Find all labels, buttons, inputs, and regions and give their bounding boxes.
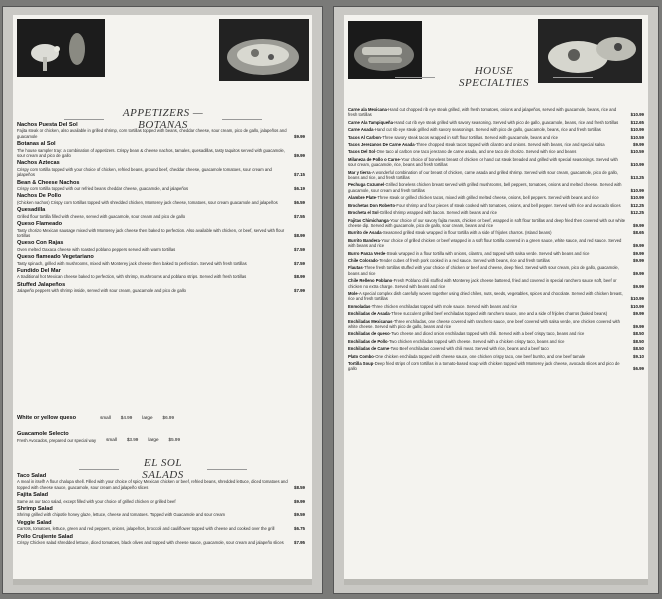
queso-large-price: $6.99 (162, 415, 175, 420)
page-border-bottom (344, 579, 648, 585)
item-name: Stuffed Jalapeños (17, 281, 66, 288)
item-desc-row (17, 479, 305, 490)
item-price: $9.10 (633, 353, 644, 359)
item-name: Fajita Salad (17, 492, 49, 499)
dash-separator: - (373, 127, 375, 133)
item-desc-row (17, 128, 305, 139)
item-name: Enchiladas de queso (348, 331, 390, 337)
item-text (348, 311, 629, 316)
item-price: $8.50 (633, 338, 644, 344)
menu-panel-right (344, 15, 648, 585)
nachos-photo-icon (219, 19, 309, 81)
dash-separator: - (377, 257, 380, 263)
item-description: Shrimp grilled with chipotle honey glaze, lettuce, cheese and tomatoes. Topped with Guacamole and sour cream (17, 512, 226, 518)
menu-item (17, 193, 305, 205)
item-description: Deep fried strips of corn tortillas in a tomato-based soup with chicken topped with Monterey jack cheese, avocado slices and pico de gallo (348, 361, 620, 372)
menu-item (348, 238, 644, 249)
item-price: $8.59 (294, 484, 305, 490)
menu-item (348, 210, 644, 215)
menu-item (17, 160, 305, 177)
queso-name: White or yellow queso (17, 415, 77, 421)
item-price: $8.65 (633, 230, 644, 236)
item-description: One chicken enchilada topped with cheese sauce, one chicken crispy taco, one beef burrito, and one beef tamale (375, 353, 586, 359)
menu-item (348, 170, 644, 181)
menu-item (348, 304, 644, 309)
menu-item (17, 534, 305, 546)
item-desc-row (17, 512, 305, 517)
item-description: Three savory steak tacos wrapped in soft flour tortillas. Served with guacamole, beans and rice (382, 134, 558, 140)
menu-page-left (2, 6, 323, 594)
item-name: Alambre Plate (348, 195, 376, 201)
guac-large-label: large (148, 437, 159, 443)
menu-item (17, 282, 305, 294)
item-price: $9.99 (633, 243, 644, 249)
item-price: $9.99 (294, 133, 305, 139)
item-text (348, 251, 629, 256)
menu-item (348, 135, 644, 140)
queso-options (17, 415, 305, 421)
item-price: $10.99 (630, 127, 644, 133)
menu-item (17, 520, 305, 532)
item-description: Two chicken enchiladas topped with cheese. Served with a chicken crispy taco, beans and rice (388, 338, 565, 344)
item-text (348, 265, 629, 276)
dash-separator: - (362, 265, 365, 271)
item-price: $9.99 (633, 142, 644, 148)
item-description: Crispy corn tortilla topped with our refried beans cheddar cheese, guacamole, and jalapeños (17, 186, 189, 192)
menu-panel-left (13, 15, 312, 585)
dash-separator: - (373, 353, 376, 359)
item-description: Two Beef enchiladas covered with chili meat. Served with rice, beans and a beef taco (390, 346, 549, 352)
queso-row (17, 415, 305, 421)
dash-separator: - (370, 303, 372, 309)
item-name: Nachos Aztecas (17, 160, 60, 167)
item-price: $9.99 (633, 222, 644, 228)
item-name: Enchiladas Mexicanas (348, 318, 393, 324)
item-description: Grilled flour tortilla filled with cheese, served with guacamole, sour cream and pico de gallo (17, 213, 186, 219)
item-name: Enchiladas de Pollo (348, 338, 388, 344)
item-desc-row (17, 247, 305, 252)
menu-item (17, 268, 305, 280)
item-description: Fajita steak or chicken, also available in grilled shrimp, corn tortillas topped with beans, cheddar cheese, sour cream, pico de gallo, jalapeños and guacamole (17, 128, 287, 139)
item-text (348, 135, 627, 140)
item-name: Enchiladas de Carne (348, 346, 390, 352)
item-description: Grilled boneless chicken breast served with grilled mushrooms, bell peppers, tomatoes, onions and melted cheese. Served with guacamole, sour cream and fresh tortillas (348, 182, 622, 193)
item-name: Shrimp Salad (17, 506, 53, 513)
dash-separator: - (386, 107, 389, 112)
item-desc-row (17, 499, 305, 504)
item-name: Nachos De Pollo (17, 193, 62, 200)
menu-item (348, 157, 644, 168)
menu-page-right (333, 6, 659, 594)
dash-separator: - (379, 237, 382, 243)
menu-item (348, 127, 644, 132)
item-description: Two cheese and diced onion enchiladas topped with chili. Served with a beef crispy taco, beans and rice (391, 331, 585, 337)
item-price: $9.99 (633, 257, 644, 263)
item-price: $12.25 (630, 210, 644, 216)
dash-separator: - (357, 290, 359, 296)
item-description: Crispy corn tortilla topped with your choice of chicken, refried beans, ground beef, cheddar cheese, guacamole tomatoes, sour cream and jalapeños (17, 166, 272, 178)
menu-item (17, 180, 305, 192)
plates-photo-icon (538, 19, 642, 83)
item-name: Queso Con Rajas (17, 240, 64, 247)
item-price: $10.99 (630, 162, 644, 168)
menu-item (348, 319, 644, 330)
menu-item (17, 221, 305, 238)
dash-separator: - (385, 250, 387, 256)
item-description: A traditional hot Mexican cheese baked to perfection, with shrimp, mushrooms and poblano strips. Served with fresh tortillas (17, 274, 247, 280)
item-text (348, 230, 629, 235)
item-description: Four shrimp and four pieces of steak cooked with tomatoes, onions, and bell pepper. Served with rice and avocado slices (396, 202, 621, 208)
item-description: A special complex dish carefully woven together using dried chiles, nuts, seeds, vegetables, spices and chocolate. Served with chicken breast, rice and fresh tortillas (348, 290, 623, 302)
item-name: Enchiladas de Asada (348, 311, 390, 317)
item-desc-row (17, 274, 305, 279)
item-price: $6.19 (294, 186, 305, 192)
item-name: Tortilla Soup (348, 361, 374, 367)
item-price: $9.99 (633, 324, 644, 329)
item-name: Fajitas Chimichanga (348, 217, 389, 223)
item-text (348, 170, 627, 181)
item-price: $10.99 (630, 296, 644, 302)
dash-separator: - (370, 169, 372, 175)
item-text (348, 218, 629, 229)
item-description: Your choice of our savory fajita meats, chicken or beef, wrapped in soft flour tortillas and deep fried then covered with our white cheese dip. Served with guacamole, pico de gallo, sour cream, beans and rice (348, 217, 626, 228)
item-price: $8.99 (294, 274, 305, 280)
dash-separator: - (399, 156, 402, 162)
menu-item (348, 339, 644, 344)
item-name: Burrito de Asada (348, 230, 382, 236)
item-name: Tacos Jerezanos De Carne Asada (348, 142, 415, 148)
appetizers-list (17, 122, 305, 296)
menu-item (348, 278, 644, 289)
item-text (348, 142, 629, 147)
dash-separator: - (414, 142, 416, 148)
item-price: $7.59 (294, 246, 305, 252)
item-description: One taco al carbon one taco jerezano de carne asada, and one taco de chorizo. Served with rice and beans (376, 149, 577, 155)
item-name: Brocheta el Sol (348, 210, 379, 216)
dash-separator: - (395, 202, 397, 208)
item-text (348, 210, 627, 215)
item-desc-row (17, 540, 305, 545)
menu-item (348, 354, 644, 359)
item-description: Your choice of boneless breast of chicken or hand cut steak breaded and grilled with special seasonings. Served with sour cream, guacamole, rice, beans and fresh tortillas (348, 156, 618, 168)
item-text (348, 331, 629, 336)
item-text (348, 149, 627, 154)
item-price: $13.25 (630, 175, 644, 181)
menu-item (17, 240, 305, 252)
item-price: $10.59 (630, 149, 644, 155)
menu-item (348, 361, 644, 372)
item-name: Chile Relleno Poblano (348, 278, 393, 284)
item-name: Tacos Al Carbon (348, 134, 381, 140)
drinks-photo-icon (17, 19, 105, 77)
item-description: Three fresh tortillas stuffed with your choice of chicken or beef and cheese, deep fried. Served with sour cream, pico de gallo, guacamole, beans and rice (348, 265, 619, 276)
dash-separator: - (375, 149, 377, 155)
item-description: Tasty chorizo Mexican sausage mixed with Monterey jack cheese then baked to perfection. Also available with chicken, or beef, served with flour tortillas (17, 227, 285, 238)
item-price: $12.65 (630, 119, 644, 125)
item-description: (Chicken nachos) Crispy corn tortillas topped with shredded chicken, Monterey jack cheese, tomatoes, sour cream guacamole and jalapeños (17, 199, 278, 205)
item-price: $10.99 (630, 112, 644, 118)
item-price: $9.59 (294, 512, 305, 518)
item-description: Three steak or grilled chicken tacos, mixed with grilled melted cheese, onions, bell peppers. Served with beans and rice (377, 195, 599, 201)
item-description: Steak wrapped in a flour tortilla with onions, cilantro, and topped with salsa verde. Served with beans and rice (386, 250, 590, 256)
item-name: Carne ala Mexicana (348, 107, 387, 112)
item-description: Hand cut chopped rib eye steak grilled, with fresh tomatoes, onions and jalapeños, served with guacamole, beans, rice and fresh tortillas (348, 107, 617, 118)
item-name: Pechuga Cozumel (348, 182, 385, 188)
item-text (348, 157, 627, 168)
item-description: Tender cubes of fresh pork cooked in a red sauce. Served with beans, rice and fresh tortillas (379, 257, 550, 263)
dash-separator: - (388, 217, 391, 223)
item-text (348, 258, 629, 263)
item-desc-row (17, 167, 305, 178)
salads-list (17, 473, 305, 547)
item-name: Flautas (348, 265, 363, 271)
menu-item (348, 291, 644, 302)
page-border-bottom (13, 579, 312, 585)
menu-item (17, 122, 305, 139)
item-price: $6.99 (633, 366, 644, 372)
item-name: Veggie Salad (17, 519, 52, 526)
item-desc-row (17, 228, 305, 239)
menu-item (348, 203, 644, 208)
item-name: Nachos Puesta Del Sol (17, 122, 78, 128)
item-description: Three chopped steak tacos topped with cilantro and onions. Served with beans, rice and special salsa (415, 142, 605, 148)
dash-separator: - (389, 311, 392, 317)
item-price: $10.59 (630, 134, 644, 140)
item-name: Mar y tierra (348, 169, 371, 175)
queso-small-price: $4.99 (120, 415, 133, 420)
item-description: Grilled shrimp wrapped with bacon. Served with beans and rice (379, 210, 497, 216)
menu-item (348, 182, 644, 193)
item-price: $7.15 (294, 172, 305, 178)
item-name: Carne Ala Tampiqueña (348, 119, 393, 125)
item-description: The house sampler tray: a combination of appetizers. Crispy bean & cheese nachos, tamales, quesadillas, tasty taquitos served with guacamole, sour cream and pico de gallo (17, 147, 285, 159)
guac-large-price: $5.99 (168, 437, 181, 443)
item-description: Same as our taco salad, except filled with your choice of grilled chicken or grilled beef (17, 498, 176, 504)
fajitas-photo-icon (348, 21, 422, 79)
item-description: Tasty spinach, grilled with mushrooms, mixed with Monterey jack cheese then baked to perfection. Served with fresh tortillas (17, 260, 247, 266)
item-name: Taco Salad (17, 473, 47, 479)
item-price: $7.95 (294, 540, 305, 546)
item-description: Carrots, tomatoes, lettuce, green and red peppers, onions, jalapeños, broccoli and cauliflower topped with cheese and cooked over the grill (17, 526, 275, 532)
menu-item (17, 141, 305, 158)
guac-small-price: $3.99 (126, 437, 139, 443)
item-name: Quesadilla (17, 207, 46, 214)
menu-item (348, 107, 644, 118)
item-price: $9.99 (633, 311, 644, 317)
item-name: Fundido Del Mar (17, 267, 61, 274)
item-description: Hand cut rib eye steak grilled with savory seasoning. Served with pico de gallo, guacamole, beans, rice and fresh tortillas (394, 119, 619, 125)
menu-item (348, 142, 644, 147)
item-price: $8.99 (294, 232, 305, 238)
item-text (348, 361, 629, 372)
salads-heading: EL SOL SALADS (123, 457, 203, 481)
dash-separator: - (392, 119, 395, 125)
menu-item (17, 207, 305, 219)
item-desc-row (17, 288, 305, 293)
dash-separator: - (384, 182, 386, 188)
menu-item (348, 120, 644, 125)
item-name: Queso Flameado (17, 221, 63, 228)
menu-item (348, 346, 644, 351)
item-name: Mole (348, 290, 358, 296)
item-description: Seasoned grilled steak wrapped in flour tortilla with a side of frijoles charros. (Island beans) (383, 230, 552, 236)
item-text (348, 127, 627, 132)
guac-small-label: small (106, 437, 117, 443)
item-price: $7.55 (294, 213, 305, 219)
menu-item (348, 251, 644, 256)
item-name: Brochetas Don Roberto (348, 202, 395, 208)
item-description: Three enchiladas, one cheese covered with ranchero sauce, one beef covered with salsa verde, one chicken covered with white cheese. Served with pico de gallo, beans and rice (348, 318, 620, 329)
specialties-heading: HOUSE SPECIALTIES (439, 65, 549, 89)
dash-separator: - (373, 361, 375, 367)
item-price: $9.99 (633, 283, 644, 289)
item-description: Fresh Poblano chili stuffed with Monterey jack cheese battered, fried and covered in special ranchero sauce soft, beef or chicken no extra charge. Served with beans and rice (348, 278, 617, 289)
item-name: Burrito Bandera (348, 237, 380, 243)
menu-item (348, 331, 644, 336)
menu-item (348, 195, 644, 200)
guac-desc: Fresh Avocados, prepared our special way (17, 437, 97, 443)
item-price: $8.50 (633, 331, 644, 337)
menu-item (17, 506, 305, 518)
nachos-photo (219, 19, 309, 81)
item-description: A meal in itself! A flour chalupa shell. Filled with your choice of spicy Mexican chicken or beef, refried beans, shredded lettuce, diced tomatoes and topped with cheese sauce, guacamole, sour cream and jalapeño slices (17, 479, 288, 490)
plates-photo (538, 19, 642, 83)
item-text (348, 238, 629, 249)
item-text (348, 354, 629, 359)
drinks-photo (17, 19, 105, 77)
guac-name: Guacamole Selecto (17, 431, 69, 437)
item-text (348, 339, 629, 344)
item-price: $12.25 (630, 202, 644, 208)
item-desc-row (17, 200, 305, 205)
guac-row (17, 437, 305, 443)
dash-separator: - (389, 331, 392, 337)
item-price: $7.99 (294, 288, 305, 294)
menu-item (17, 473, 305, 490)
fajitas-photo (348, 21, 422, 79)
item-description: Jalapeño peppers with shrimp inside, served with sour cream, guacamole and pico de gallo (17, 288, 186, 294)
item-price: $10.99 (630, 195, 644, 201)
item-name: Queso flameado Vegetariano (17, 254, 94, 261)
item-price: $9.99 (633, 250, 644, 256)
item-text (348, 291, 627, 302)
item-name: Enmoladas (348, 303, 371, 309)
item-price: $10.99 (630, 187, 644, 193)
queso-large-label: large (142, 415, 153, 420)
item-desc-row (17, 148, 305, 159)
menu-item (348, 218, 644, 229)
item-name: Botanas al Sol (17, 141, 56, 148)
item-description: Crispy Chicken salad shredded lettuce, diced tomatoes, black olives and topped with cheese sauce, guacamole, sour cream and jalapeño slices (17, 540, 284, 546)
menu-item (348, 149, 644, 154)
dash-separator: - (392, 318, 394, 324)
menu-item (348, 265, 644, 276)
menu-item (348, 258, 644, 263)
dash-separator: - (378, 210, 380, 216)
dash-separator: - (380, 134, 383, 140)
dash-separator: - (389, 346, 391, 352)
item-price: $6.75 (294, 526, 305, 532)
menu-item (348, 230, 644, 235)
dash-separator: - (381, 230, 383, 236)
item-name: Chile Colorado (348, 257, 378, 263)
item-text (348, 304, 627, 309)
item-text (348, 203, 627, 208)
item-text (348, 346, 629, 351)
item-description: Oven melted Oaxaca cheese with roasted poblano peppers served with warm tortillas (17, 246, 176, 252)
item-desc-row (17, 214, 305, 219)
item-name: Pollo Crujiente Salad (17, 533, 73, 540)
item-name: Burro Panza Verde (348, 250, 386, 256)
item-description: Three succulent grilled beef enchiladas topped with ranchero sauce, one and a side of frijoles charros (baked beans) (391, 311, 608, 317)
item-price: $9.99 (294, 498, 305, 504)
item-description: A wonderful combination of our breast of chicken, carne asada and grilled shrimp. Served with sour cream, guacamole, pico de gallo, beans and rice, and fresh tortillas (348, 169, 619, 181)
item-name: Bean & Cheese Nachos (17, 179, 80, 186)
item-name: Plato Combo (348, 353, 374, 359)
item-price: $8.50 (633, 346, 644, 352)
item-description: Hand cut rib eye steak grilled with savory seasonings. Served with pico de gallo, guacamole, beans, rice and fresh tortillas (374, 127, 601, 133)
menu-item (17, 492, 305, 504)
item-text (348, 182, 627, 193)
item-description: Your choice of grilled chicken or beef wrapped in a soft flour tortilla covered in a green sauce, white sauce, and red sauce. Served with beans and rice (348, 237, 622, 249)
item-name: Milaneza de Pollo o Carne (348, 156, 400, 162)
item-price: $10.99 (630, 303, 644, 309)
item-text (348, 278, 629, 289)
item-desc-row (17, 186, 305, 191)
item-price: $9.99 (294, 153, 305, 159)
item-desc-row (17, 261, 305, 266)
appetizers-heading: APPETIZERS — BOTANAS (108, 107, 218, 131)
specialties-list (348, 107, 644, 374)
item-description: Three chicken enchiladas topped with mole sauce. Served with beans and rice (371, 303, 518, 309)
guacamole-options (17, 431, 305, 443)
item-text (348, 319, 629, 330)
item-desc-row (17, 526, 305, 531)
item-text (348, 120, 627, 125)
dash-separator: - (387, 338, 389, 344)
item-text (348, 195, 627, 200)
item-price: $7.59 (294, 260, 305, 266)
item-price: $6.59 (294, 199, 305, 205)
item-price: $9.99 (633, 270, 644, 276)
menu-item (17, 254, 305, 266)
queso-small-label: small (100, 415, 111, 420)
item-text (348, 107, 627, 118)
dash-separator: - (392, 278, 394, 284)
item-name: Tacos Del Sol (348, 149, 376, 155)
menu-item (348, 311, 644, 316)
dash-separator: - (375, 195, 378, 201)
item-name: Carne Asada (348, 127, 374, 133)
